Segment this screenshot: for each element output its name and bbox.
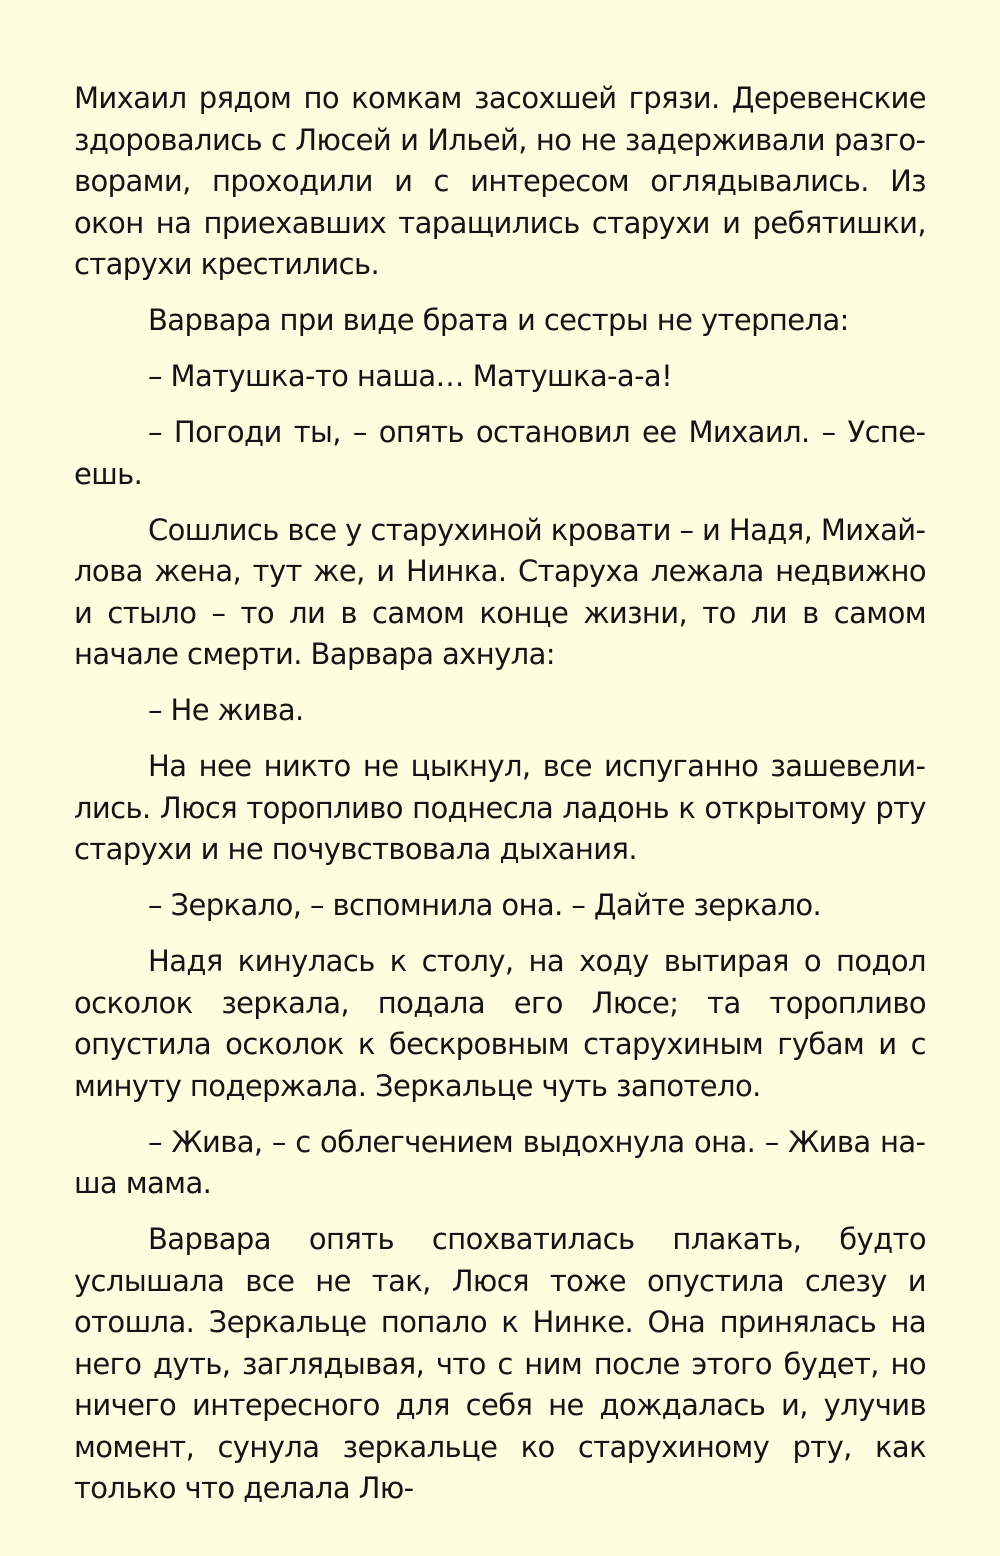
paragraph-9: Надя кинулась к столу, на ходу вытирая о подол осколок зеркала, подала его Люсе; та торопливо опустила осколок к бескровным старухиным губам и с минуту подержала. Зеркальце чуть запотело. (74, 944, 926, 1103)
paragraph-1: Михаил рядом по комкам засохшей грязи. Деревенские здоровались с Люсей и Ильей, но не задерживали разговорами, проходили и с интересом оглядывались. Из окон на приехавших таращились старухи и ребятишки, старухи крестились. (74, 81, 926, 281)
paragraph-5: Сошлись все у старухиной кровати – и Надя, Михайлова жена, тут же, и Нинка. Старуха лежала недвижно и стыло – то ли в самом конце жизни, то ли в самом начале смерти. Варвара ахнула: (74, 512, 926, 671)
paragraph-3: – Матушка-то наша… Матушка-а-а! (148, 359, 673, 393)
paragraph-10: – Жива, – с облегчением выдохнула она. – Жива наша мама. (74, 1124, 926, 1200)
paragraph-4: – Погоди ты, – опять остановил ее Михаил. – Успеешь. (74, 415, 926, 491)
paragraph-2: Варвара при виде брата и сестры не утерпела: (148, 303, 849, 337)
paragraph-8: – Зеркало, – вспомнила она. – Дайте зеркало. (148, 888, 822, 922)
paragraph-6: – Не жива. (148, 693, 304, 727)
paragraph-11: Варвара опять спохватилась плакать, будто услышала все не так, Люся тоже опустила слезу и отошла. Зеркальце попало к Нинке. Она принялась на него дуть, заглядывая, что с ним после этого будет, но ничего интересного для себя не дождалась и, улучив момент, сунула зеркальце ко старухиному рту, как только что делала Лю- (74, 1222, 926, 1505)
paragraph-7: На нее никто не цыкнул, все испуганно зашевелились. Люся торопливо поднесла ладонь к открытому рту старухи и не почувствовала дыхания. (74, 749, 926, 866)
